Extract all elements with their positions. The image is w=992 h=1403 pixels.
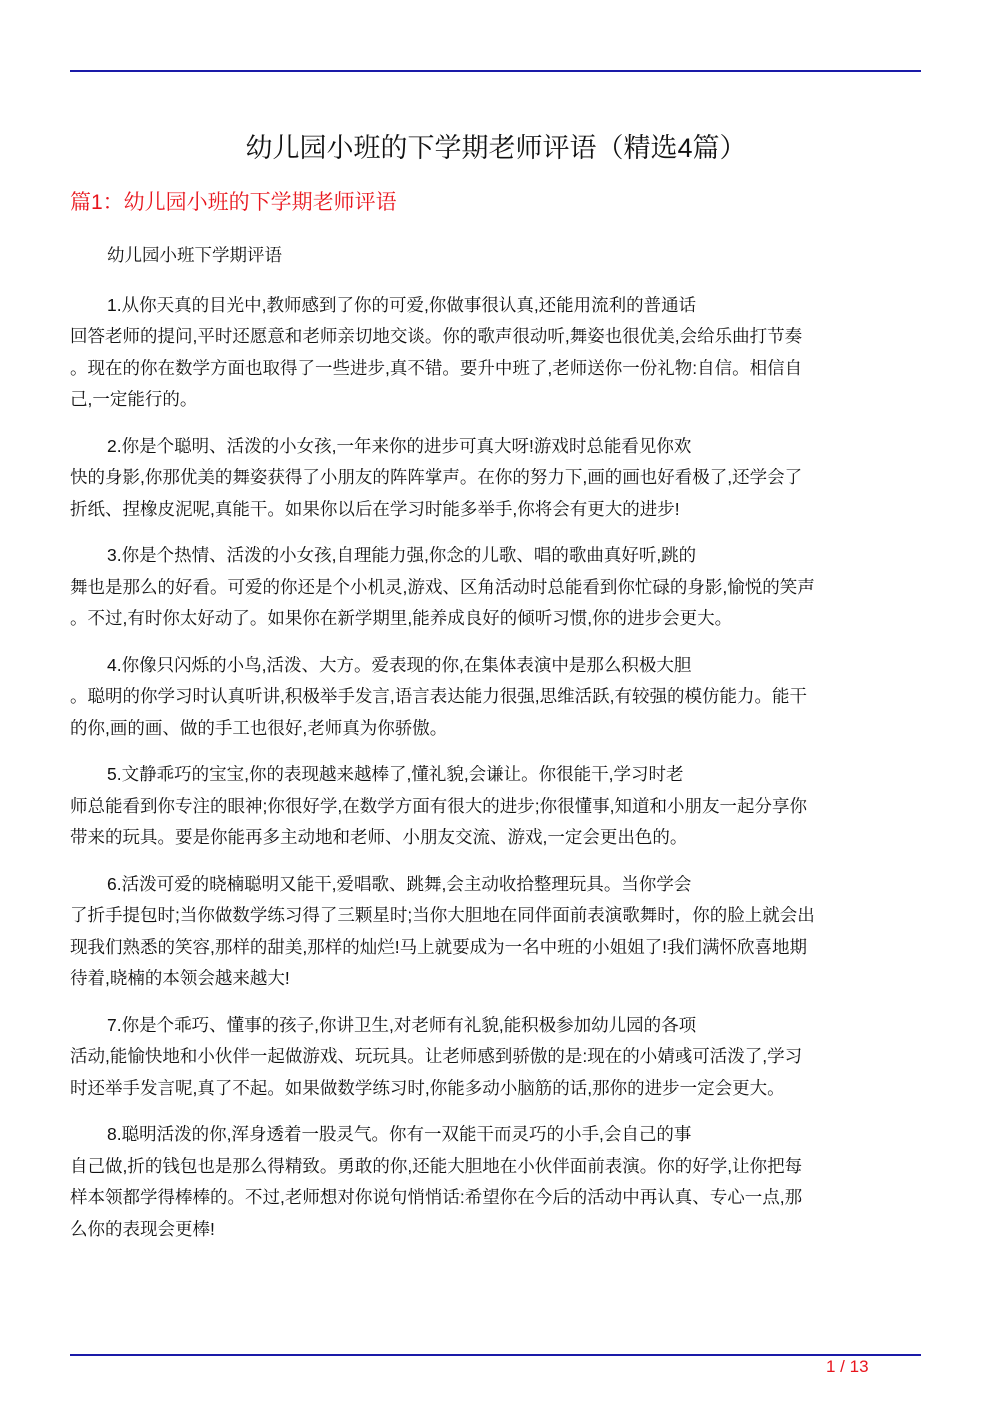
header-rule	[70, 70, 921, 72]
paragraph-line: 回答老师的提问,平时还愿意和老师亲切地交谈。你的歌声很动听,舞姿也很优美,会给乐曲打节奏	[70, 326, 803, 346]
paragraph-line: 8.聪明活泼的你,浑身透着一股灵气。你有一双能干而灵巧的小手,会自己的事	[107, 1124, 692, 1144]
paragraph-line: 快的身影,你那优美的舞姿获得了小朋友的阵阵掌声。在你的努力下,画的画也好看极了,还学会了	[70, 467, 803, 487]
paragraph-line: 舞也是那么的好看。可爱的你还是个小机灵,游戏、区角活动时总能看到你忙碌的身影,愉悦的笑声	[70, 576, 815, 597]
paragraph-line: 么你的表现会更棒!	[70, 1218, 215, 1239]
paragraph-line: 。现在的你在数学方面也取得了一些进步,真不错。要升中班了,老师送你一份礼物:自信。相信自	[70, 357, 803, 378]
paragraph-line: 。聪明的你学习时认真听讲,积极举手发言,语言表达能力很强,思维活跃,有较强的模仿能力。能干	[70, 686, 807, 706]
paragraph-line: 的你,画的画、做的手工也很好,老师真为你骄傲。	[70, 717, 448, 738]
section-heading: 篇1：幼儿园小班的下学期老师评语	[70, 191, 397, 214]
paragraph-line: 自己做,折的钱包也是那么得精致。勇敢的你,还能大胆地在小伙伴面前表演。你的好学,让你把每	[70, 1155, 803, 1176]
paragraph	[70, 540, 921, 635]
paragraph-line: 7.你是个乖巧、懂事的孩子,你讲卫生,对老师有礼貌,能积极参加幼儿园的各项	[107, 1014, 697, 1035]
paragraph-line: 3.你是个热情、活泼的小女孩,自理能力强,你念的儿歌、唱的歌曲真好听,跳的	[107, 545, 697, 565]
page-indicator: 1 / 13	[826, 1357, 869, 1376]
paragraph-line: 6.活泼可爱的晓楠聪明又能干,爱唱歌、跳舞,会主动收拾整理玩具。当你学会	[107, 873, 692, 894]
paragraph	[70, 431, 921, 526]
paragraph-line: 4.你像只闪烁的小鸟,活泼、大方。爱表现的你,在集体表演中是那么积极大胆	[107, 654, 692, 675]
paragraph-line: 活动,能愉快地和小伙伴一起做游戏、玩玩具。让老师感到骄傲的是:现在的小婧彧可活泼了,学习	[70, 1046, 803, 1066]
paragraph	[70, 759, 921, 854]
subtitle: 幼儿园小班下学期评语	[107, 245, 282, 265]
document-body	[70, 240, 921, 1260]
paragraph	[70, 1119, 921, 1245]
paragraph	[70, 290, 921, 416]
document-title: 幼儿园小班的下学期老师评语（精选4篇）	[245, 133, 747, 163]
footer-rule	[70, 1354, 921, 1356]
paragraph-line: 。不过,有时你太好动了。如果你在新学期里,能养成良好的倾听习惯,你的进步会更大。	[70, 608, 733, 628]
paragraph-line: 师总能看到你专注的眼神;你很好学,在数学方面有很大的进步;你很懂事,知道和小朋友一起分享你	[70, 795, 807, 816]
paragraph-line: 5.文静乖巧的宝宝,你的表现越来越棒了,懂礼貌,会谦让。你很能干,学习时老	[107, 764, 684, 784]
paragraph	[70, 869, 921, 995]
paragraph-line: 带来的玩具。要是你能再多主动地和老师、小朋友交流、游戏,一定会更出色的。	[70, 827, 688, 847]
paragraph-line: 折纸、捏橡皮泥呢,真能干。如果你以后在学习时能多举手,你将会有更大的进步!	[70, 498, 680, 519]
paragraph-line: 了折手提包时;当你做数学练习得了三颗星时;当你大胆地在同伴面前表演歌舞时，你的脸上就会出	[70, 905, 815, 925]
paragraph-line: 1.从你天真的目光中,教师感到了你的可爱,你做事很认真,还能用流利的普通话	[107, 294, 697, 315]
paragraph-line: 待着,晓楠的本领会越来越大!	[70, 968, 290, 988]
paragraph-line: 时还举手发言呢,真了不起。如果做数学练习时,你能多动小脑筋的话,那你的进步一定会更大。	[70, 1077, 785, 1098]
paragraph-line: 现我们熟悉的笑容,那样的甜美,那样的灿烂!马上就要成为一名中班的小姐姐了!我们满怀欣喜地期	[70, 936, 807, 957]
paragraph-line: 样本领都学得棒棒的。不过,老师想对你说句悄悄话:希望你在今后的活动中再认真、专心一点,那	[70, 1187, 803, 1207]
paragraph	[70, 650, 921, 745]
paragraph	[70, 1010, 921, 1105]
paragraph-line: 己,一定能行的。	[70, 389, 198, 409]
paragraph-line: 2.你是个聪明、活泼的小女孩,一年来你的进步可真大呀!游戏时总能看见你欢	[107, 435, 692, 456]
